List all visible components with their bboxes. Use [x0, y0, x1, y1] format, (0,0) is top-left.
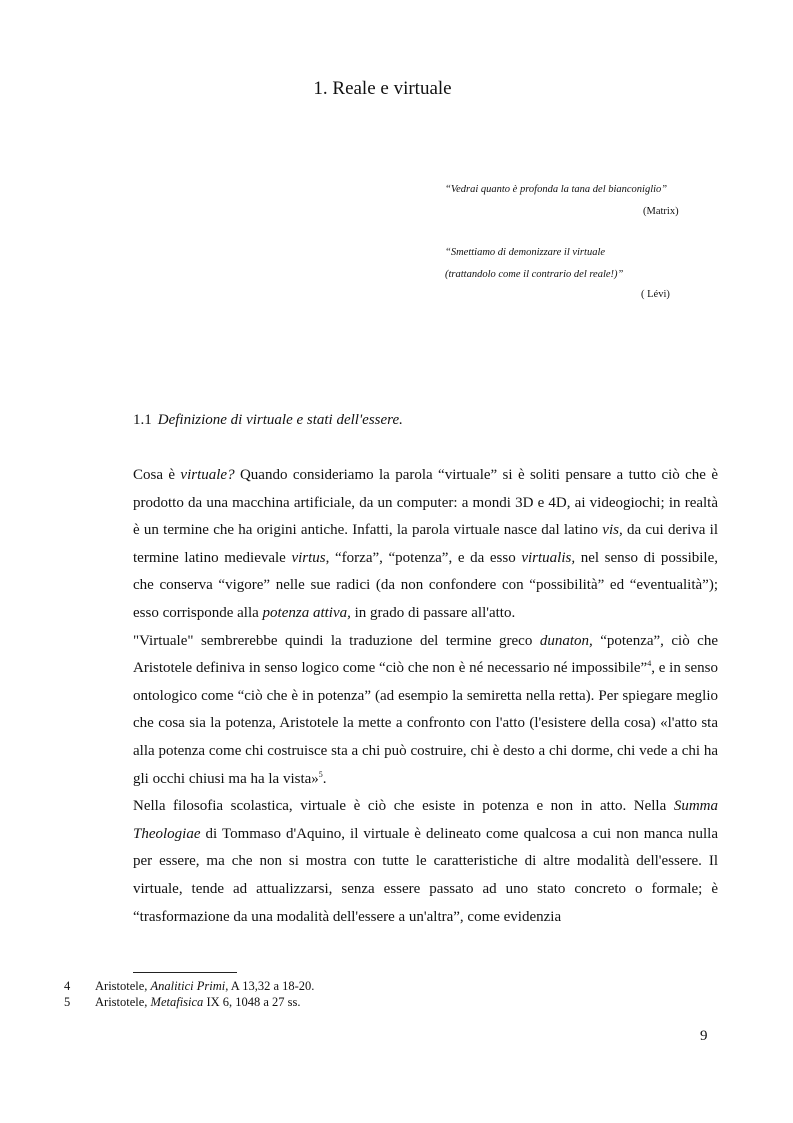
chapter-title: 1. Reale e virtuale [313, 78, 452, 99]
epigraph-levi-quote-line1: “Smettiamo di demonizzare il virtuale [445, 247, 606, 258]
epigraph-matrix-source: (Matrix) [643, 206, 679, 217]
paragraph-2: "Virtuale" sembrerebbe quindi la traduzione del termine greco dunaton, “potenza”, ciò che Aristotele definiva in senso logico come “ciò che non è né necessario né impossibile”$^4$, e in senso ontologico come “ciò che è in potenza” (ad esempio la semiretta nella retta). Per spiegare meglio che cosa sia la potenza, Aristotele la mette a confronto con l'atto (l'esistere della cosa) «l'atto sta alla potenza come chi costruisce sta a chi può costruire, chi è desto a chi dorme, chi vede a chi ha gli occhi chiusi ma ha la vista»$^5$. [133, 632, 718, 787]
page-number: 9 [700, 1028, 708, 1044]
footnote-divider [133, 972, 237, 973]
section-number: 1.1 [133, 412, 152, 428]
body-text [133, 462, 718, 931]
section-heading [133, 412, 403, 429]
paragraph-3: Nella filosofia scolastica, virtuale è ciò che esiste in potenza e non in atto. Nella Summa Theologiae di Tommaso d'Aquino, il virtuale è delineato come qualcosa a cui non manca nulla per essere, ma che non si mostra con tutte le caratteristiche di altre modalità dell'essere. Il virtuale, tende ad attualizzarsi, senza essere passato ad uno stato concreto o formale; è “trasformazione da una modalità dell'essere a un'altra”, come evidenzia [133, 798, 718, 925]
footnote-5: 5 Aristotele, Metafisica IX 6, 1048 a 27 ss. [64, 995, 301, 1009]
footnote-4: 4 Aristotele, Analitici Primi, A 13,32 a 18-20. [64, 979, 315, 993]
epigraph-levi-quote-line2: (trattandolo come il contrario del reale!)” [445, 269, 624, 280]
paragraph-1: Cosa è virtuale? Quando consideriamo la parola “virtuale” si è soliti pensare a tutto ciò che è prodotto da una macchina artificiale, da un computer: a mondi 3D e 4D, ai videogiochi; in realtà è un termine che ha origini antiche. Infatti, la parola virtuale nasce dal latino vis, da cui deriva il termine latino medievale virtus, “forza”, “potenza”, e da esso virtualis, nel senso di possibile, che conserva “vigore” nelle sue radici (da non confondere con “possibilità” ed “eventualità”); esso corrisponde alla potenza attiva, in grado di passare all'atto. [133, 467, 719, 621]
footnote-ref-5: 5 [318, 769, 323, 779]
section-title: Definizione di virtuale e stati dell'essere. [157, 412, 403, 428]
epigraph-matrix-quote: “Vedrai quanto è profonda la tana del bianconiglio” [445, 184, 668, 195]
epigraph-levi-source: ( Lévi) [641, 289, 670, 300]
footnote-ref-4: 4 [647, 659, 652, 669]
